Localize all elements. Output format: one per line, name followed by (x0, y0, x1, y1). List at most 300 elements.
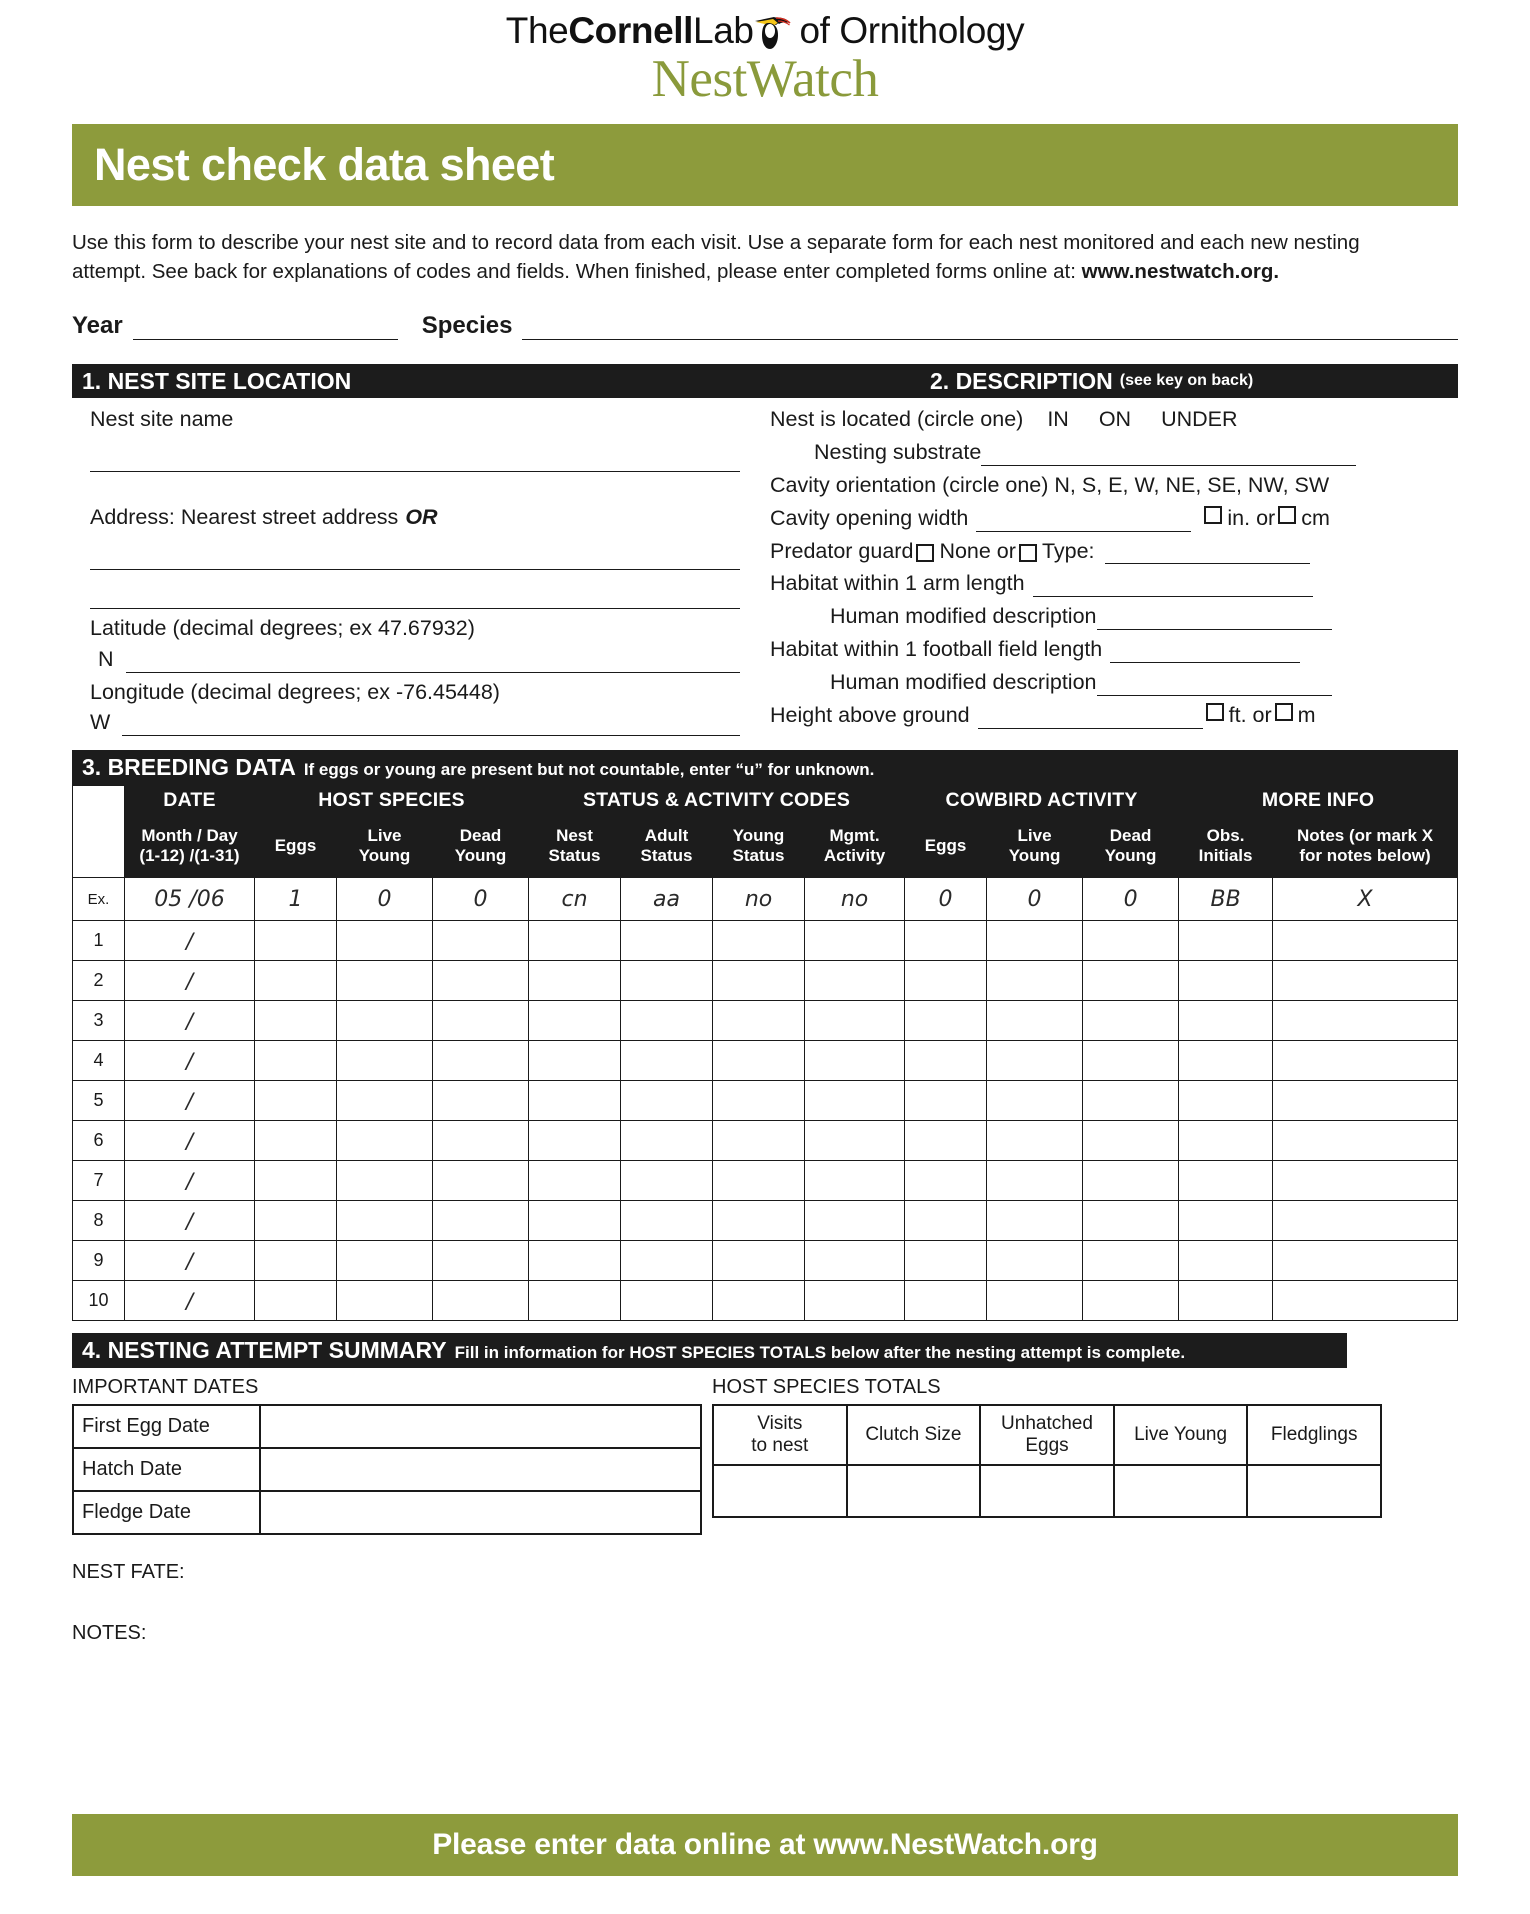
subheader-date (125, 815, 255, 878)
cell-young-status[interactable] (713, 961, 805, 1001)
example-date: 05 /06 (125, 878, 255, 921)
first-egg-date-label: First Egg Date (73, 1405, 260, 1448)
section2-note: (see key on back) (1119, 372, 1254, 390)
predator-guard-row (770, 538, 1458, 565)
cell-host-eggs[interactable] (255, 1121, 337, 1161)
page-title: Nest check data sheet (94, 138, 555, 190)
important-dates-block (72, 1376, 712, 1535)
cell-cowbird-dead-young[interactable] (1083, 1201, 1179, 1241)
subheader-notes-l1: Notes (or mark X (1297, 826, 1434, 846)
habitat-arm-label: Habitat within 1 arm length (770, 571, 1025, 596)
cell-young-status[interactable] (713, 1001, 805, 1041)
cell-cowbird-live-young[interactable] (987, 1041, 1083, 1081)
section3-note: If eggs or young are present but not countable, enter “u” for unknown. (303, 760, 875, 780)
cell-notes[interactable] (1273, 961, 1458, 1001)
cell-notes[interactable] (1273, 1281, 1458, 1321)
host-species-totals-block (712, 1376, 1458, 1535)
longitude-label: Longitude (decimal degrees; ex -76.45448) (90, 679, 500, 704)
group-header-more-info: MORE INFO (1179, 786, 1458, 815)
cell-adult-status[interactable] (621, 1121, 713, 1161)
address-row (90, 504, 740, 531)
host-totals-header-row (713, 1405, 1381, 1465)
cell-cowbird-eggs[interactable] (905, 1281, 987, 1321)
address-input-line2[interactable] (90, 582, 740, 609)
year-input[interactable] (133, 318, 398, 340)
cell-cowbird-eggs[interactable] (905, 1121, 987, 1161)
predator-guard-none-checkbox[interactable] (916, 544, 934, 562)
cell-host-eggs[interactable] (255, 1201, 337, 1241)
cell-cowbird-dead-young[interactable] (1083, 1041, 1179, 1081)
cell-cowbird-eggs[interactable] (905, 1001, 987, 1041)
nest-fate-label[interactable]: NEST FATE: (72, 1561, 185, 1584)
cell-host-dead-young[interactable] (433, 1241, 529, 1281)
cavity-unit-in-checkbox[interactable] (1204, 506, 1222, 524)
subheader-notes (1273, 815, 1458, 878)
cell-date[interactable]: / (125, 1121, 255, 1161)
summary-body (72, 1376, 1458, 1535)
subheader-obs-l1: Obs. (1206, 826, 1245, 846)
table-row[interactable] (73, 1041, 1458, 1081)
cell-adult-status[interactable] (621, 1081, 713, 1121)
cell-young-status[interactable] (713, 1281, 805, 1321)
logo-wordmark (0, 12, 1530, 51)
cell-young-status[interactable] (713, 1201, 805, 1241)
cell-nest-status[interactable] (529, 1241, 621, 1281)
cell-host-eggs[interactable] (255, 961, 337, 1001)
totals-header-visits-l2: to nest (751, 1435, 809, 1457)
cell-adult-status[interactable] (621, 1281, 713, 1321)
cell-host-live-young[interactable] (337, 1161, 433, 1201)
cell-host-eggs[interactable] (255, 1161, 337, 1201)
totals-header-live-young: Live Young (1114, 1405, 1248, 1465)
totals-fledglings-input[interactable] (1247, 1465, 1381, 1517)
nest-fate-notes-block (72, 1561, 1458, 1645)
cell-nest-status[interactable] (529, 1001, 621, 1041)
totals-header-visits-l1: Visits (757, 1412, 803, 1434)
subheader-obs-l2: Initials (1198, 846, 1253, 866)
human-modified-1-input[interactable] (1097, 608, 1332, 630)
cell-nest-status[interactable] (529, 1041, 621, 1081)
example-cowbird-live-young: 0 (987, 878, 1083, 921)
subheader-obs-initials (1179, 815, 1273, 878)
group-header-date: DATE (125, 786, 255, 815)
predator-guard-type-label: Type: (1041, 538, 1095, 563)
table-row[interactable] (73, 1281, 1458, 1321)
species-input[interactable] (522, 318, 1458, 340)
nest-located-option-under[interactable]: UNDER (1161, 407, 1238, 432)
logo-of-ornithology: of Ornithology (789, 10, 1025, 51)
table-row[interactable] (73, 1081, 1458, 1121)
cell-date[interactable]: / (125, 1241, 255, 1281)
cell-host-eggs[interactable] (255, 921, 337, 961)
subheader-adult-status-l1: Adult (644, 826, 689, 846)
cell-adult-status[interactable] (621, 961, 713, 1001)
cell-young-status[interactable] (713, 1081, 805, 1121)
habitat-field-input[interactable] (1110, 641, 1300, 663)
latitude-label: Latitude (decimal degrees; ex 47.67932) (90, 615, 475, 640)
nesting-substrate-input[interactable] (981, 444, 1356, 466)
section2-title: 2. DESCRIPTION (930, 367, 1113, 394)
cavity-unit-in-label: in. or (1227, 505, 1276, 530)
human-modified-2-label: Human modified description (830, 670, 1097, 695)
cell-notes[interactable] (1273, 921, 1458, 961)
cell-cowbird-dead-young[interactable] (1083, 921, 1179, 961)
species-label: Species (421, 312, 513, 340)
nest-site-name-label: Nest site name (90, 407, 234, 432)
cell-cowbird-eggs[interactable] (905, 961, 987, 1001)
longitude-row (90, 709, 740, 736)
subheader-host-live-young-l2: Young (358, 846, 411, 866)
totals-unhatched-eggs-input[interactable] (980, 1465, 1114, 1517)
cell-host-live-young[interactable] (337, 1121, 433, 1161)
cell-cowbird-live-young[interactable] (987, 961, 1083, 1001)
subheader-nest-status-l2: Status (548, 846, 601, 866)
cell-nest-status[interactable] (529, 961, 621, 1001)
nest-located-option-in[interactable]: IN (1047, 407, 1069, 432)
cell-obs-initials[interactable] (1179, 961, 1273, 1001)
cell-nest-status[interactable] (529, 1121, 621, 1161)
host-totals-value-row[interactable] (713, 1465, 1381, 1517)
cell-host-dead-young[interactable] (433, 1081, 529, 1121)
totals-header-unhatched-eggs (980, 1405, 1114, 1465)
cell-notes[interactable] (1273, 1041, 1458, 1081)
subheader-mgmt-l2: Activity (823, 846, 886, 866)
example-host-live-young: 0 (337, 878, 433, 921)
cell-date[interactable]: / (125, 1081, 255, 1121)
address-or: OR (405, 504, 438, 529)
cell-young-status[interactable] (713, 1161, 805, 1201)
height-above-ground-row (770, 702, 1458, 729)
longitude-prefix: W (90, 710, 111, 735)
cell-obs-initials[interactable] (1179, 1161, 1273, 1201)
address-label: Address: Nearest street address (90, 504, 399, 529)
cell-cowbird-live-young[interactable] (987, 921, 1083, 961)
cavity-unit-cm-checkbox[interactable] (1278, 506, 1296, 524)
description-fields (758, 398, 1458, 736)
cell-host-dead-young[interactable] (433, 1121, 529, 1161)
totals-header-fledglings: Fledglings (1247, 1405, 1381, 1465)
cell-young-status[interactable] (713, 1241, 805, 1281)
cell-cowbird-live-young[interactable] (987, 1081, 1083, 1121)
cell-obs-initials[interactable] (1179, 1241, 1273, 1281)
cavity-width-label: Cavity opening width (770, 505, 969, 530)
totals-live-young-input[interactable] (1114, 1465, 1248, 1517)
nest-located-label: Nest is located (circle one) (770, 407, 1024, 432)
cell-mgmt-activity[interactable] (805, 1121, 905, 1161)
height-input[interactable] (978, 707, 1203, 729)
subheader-date-line1: Month / Day (141, 826, 238, 846)
habitat-field-row (770, 636, 1458, 663)
cavity-unit-cm-label: cm (1301, 505, 1330, 530)
cell-host-eggs[interactable] (255, 1001, 337, 1041)
totals-clutch-size-input[interactable] (847, 1465, 981, 1517)
cell-host-eggs[interactable] (255, 1041, 337, 1081)
cell-mgmt-activity[interactable] (805, 1081, 905, 1121)
logo-cornell: Cornell (568, 10, 694, 51)
cell-notes[interactable] (1273, 1001, 1458, 1041)
height-label: Height above ground (770, 702, 970, 727)
subheader-cowbird-live-l2: Young (1008, 846, 1061, 866)
section3-title: 3. BREEDING DATA (82, 754, 296, 781)
cell-host-live-young[interactable] (337, 1081, 433, 1121)
example-nest-status: cn (529, 878, 621, 921)
intro-url: www.nestwatch.org. (1081, 259, 1280, 283)
cell-obs-initials[interactable] (1179, 921, 1273, 961)
table-row[interactable] (73, 961, 1458, 1001)
cell-nest-status[interactable] (529, 1201, 621, 1241)
fledge-date-input[interactable] (260, 1491, 701, 1534)
subheader-host-dead-young (433, 815, 529, 878)
totals-header-unhatched-l2: Eggs (1025, 1435, 1069, 1457)
logo-the: The (505, 10, 569, 51)
table-row[interactable] (73, 1201, 1458, 1241)
cell-notes[interactable] (1273, 1161, 1458, 1201)
cell-mgmt-activity[interactable] (805, 1201, 905, 1241)
cell-cowbird-eggs[interactable] (905, 1041, 987, 1081)
cell-host-live-young[interactable] (337, 1241, 433, 1281)
cell-adult-status[interactable] (621, 1041, 713, 1081)
cell-mgmt-activity[interactable] (805, 1161, 905, 1201)
important-dates-row[interactable] (73, 1448, 701, 1491)
section-headers-row (72, 364, 1458, 398)
cell-cowbird-live-young[interactable] (987, 1001, 1083, 1041)
cell-cowbird-dead-young[interactable] (1083, 1241, 1179, 1281)
totals-header-unhatched-l1: Unhatched (1001, 1412, 1093, 1434)
latitude-input[interactable] (126, 651, 740, 673)
section2-header (758, 364, 1458, 398)
notes-label[interactable]: NOTES: (72, 1622, 147, 1645)
subheader-host-live-young (337, 815, 433, 878)
row-label: 1 (73, 921, 125, 961)
cell-host-dead-young[interactable] (433, 961, 529, 1001)
row-label: 6 (73, 1121, 125, 1161)
group-header-cowbird-activity: COWBIRD ACTIVITY (905, 786, 1179, 815)
cell-notes[interactable] (1273, 1241, 1458, 1281)
subheader-cowbird-dead-young (1083, 815, 1179, 878)
cell-adult-status[interactable] (621, 921, 713, 961)
height-unit-m-label: m (1297, 702, 1316, 727)
subheader-date-line2: (1-12) /(1-31) (139, 846, 240, 866)
address-input-line1[interactable] (90, 543, 740, 570)
nest-located-option-on[interactable]: ON (1098, 407, 1132, 432)
cell-cowbird-eggs[interactable] (905, 1241, 987, 1281)
cell-host-dead-young[interactable] (433, 1161, 529, 1201)
cell-date[interactable]: / (125, 1041, 255, 1081)
subheader-mgmt-activity (805, 815, 905, 878)
hatch-date-label: Hatch Date (73, 1448, 260, 1491)
cell-nest-status[interactable] (529, 921, 621, 961)
cell-nest-status[interactable] (529, 1081, 621, 1121)
nesting-attempt-summary-section (72, 1333, 1458, 1535)
important-dates-row[interactable] (73, 1405, 701, 1448)
cell-young-status[interactable] (713, 921, 805, 961)
cell-nest-status[interactable] (529, 1281, 621, 1321)
example-young-status: no (713, 878, 805, 921)
cell-host-live-young[interactable] (337, 1201, 433, 1241)
nest-site-name-input[interactable] (90, 445, 740, 472)
predator-guard-type-checkbox[interactable] (1019, 544, 1037, 562)
height-unit-ft-checkbox[interactable] (1206, 703, 1224, 721)
cell-host-live-young[interactable] (337, 961, 433, 1001)
cell-cowbird-live-young[interactable] (987, 1201, 1083, 1241)
subheader-nest-status (529, 815, 621, 878)
cell-mgmt-activity[interactable] (805, 1241, 905, 1281)
subheader-nest-status-l1: Nest (556, 826, 593, 846)
subheader-cowbird-dead-l1: Dead (1109, 826, 1152, 846)
cell-nest-status[interactable] (529, 1161, 621, 1201)
cell-host-dead-young[interactable] (433, 1281, 529, 1321)
nesting-substrate-label: Nesting substrate (814, 439, 982, 464)
first-egg-date-input[interactable] (260, 1405, 701, 1448)
cell-mgmt-activity[interactable] (805, 921, 905, 961)
cell-adult-status[interactable] (621, 1161, 713, 1201)
cell-cowbird-eggs[interactable] (905, 921, 987, 961)
cell-notes[interactable] (1273, 1201, 1458, 1241)
habitat-arm-input[interactable] (1033, 575, 1313, 597)
subheader-adult-status (621, 815, 713, 878)
predator-guard-label: Predator guard (770, 538, 914, 563)
cell-host-live-young[interactable] (337, 1041, 433, 1081)
subheader-cowbird-live-young (987, 815, 1083, 878)
row-label: 2 (73, 961, 125, 1001)
subheader-host-live-young-l1: Live (367, 826, 402, 846)
cell-host-dead-young[interactable] (433, 1041, 529, 1081)
cell-mgmt-activity[interactable] (805, 1281, 905, 1321)
subheader-young-status (713, 815, 805, 878)
cell-obs-initials[interactable] (1179, 1001, 1273, 1041)
hatch-date-input[interactable] (260, 1448, 701, 1491)
cell-date[interactable]: / (125, 1161, 255, 1201)
habitat-field-label: Habitat within 1 football field length (770, 637, 1103, 662)
row-label: 4 (73, 1041, 125, 1081)
cell-host-live-young[interactable] (337, 1281, 433, 1321)
important-dates-caption: IMPORTANT DATES (72, 1376, 259, 1399)
table-row[interactable] (73, 1241, 1458, 1281)
cell-date[interactable]: / (125, 921, 255, 961)
cell-date[interactable]: / (125, 961, 255, 1001)
totals-visits-input[interactable] (713, 1465, 847, 1517)
cell-host-dead-young[interactable] (433, 921, 529, 961)
row-label: 9 (73, 1241, 125, 1281)
important-dates-table (72, 1404, 702, 1535)
cell-young-status[interactable] (713, 1041, 805, 1081)
cell-host-eggs[interactable] (255, 1081, 337, 1121)
cavity-orientation-label: Cavity orientation (circle one) N, S, E, W, NE, SE, NW, SW (770, 472, 1330, 497)
longitude-input[interactable] (122, 714, 740, 736)
table-row[interactable] (73, 1161, 1458, 1201)
row-label: 7 (73, 1161, 125, 1201)
cell-cowbird-dead-young[interactable] (1083, 1281, 1179, 1321)
cell-cowbird-dead-young[interactable] (1083, 1161, 1179, 1201)
cell-cowbird-eggs[interactable] (905, 1201, 987, 1241)
footer-bar (72, 1814, 1458, 1876)
example-notes: X (1273, 878, 1458, 921)
important-dates-row[interactable] (73, 1491, 701, 1534)
cell-cowbird-eggs[interactable] (905, 1081, 987, 1121)
cell-cowbird-dead-young[interactable] (1083, 961, 1179, 1001)
human-modified-2-row (770, 669, 1458, 696)
group-header-host-species: HOST SPECIES (255, 786, 529, 815)
cell-host-eggs[interactable] (255, 1281, 337, 1321)
cell-mgmt-activity[interactable] (805, 1001, 905, 1041)
section3-header (72, 750, 1458, 785)
footer-text: Please enter data online at www.NestWatch.org (432, 1828, 1098, 1861)
year-species-row (72, 312, 1458, 340)
cell-host-dead-young[interactable] (433, 1001, 529, 1041)
host-species-totals-table (712, 1404, 1382, 1518)
cell-notes[interactable] (1273, 1081, 1458, 1121)
cell-obs-initials[interactable] (1179, 1281, 1273, 1321)
example-cowbird-dead-young: 0 (1083, 878, 1179, 921)
table-row[interactable] (73, 1001, 1458, 1041)
fledge-date-label: Fledge Date (73, 1491, 260, 1534)
height-unit-m-checkbox[interactable] (1275, 703, 1293, 721)
cell-obs-initials[interactable] (1179, 1041, 1273, 1081)
cell-notes[interactable] (1273, 1121, 1458, 1161)
subheader-cowbird-dead-l2: Young (1104, 846, 1157, 866)
cell-host-live-young[interactable] (337, 921, 433, 961)
totals-header-clutch-size: Clutch Size (847, 1405, 981, 1465)
cell-mgmt-activity[interactable] (805, 961, 905, 1001)
cell-cowbird-live-young[interactable] (987, 1281, 1083, 1321)
human-modified-1-label: Human modified description (830, 604, 1097, 629)
cell-date[interactable]: / (125, 1281, 255, 1321)
row-label: 10 (73, 1281, 125, 1321)
predator-guard-none-label: None or (939, 538, 1016, 563)
cell-mgmt-activity[interactable] (805, 1041, 905, 1081)
page-title-bar (72, 124, 1458, 206)
table-row[interactable] (73, 921, 1458, 961)
table-row[interactable] (73, 1121, 1458, 1161)
cell-obs-initials[interactable] (1179, 1201, 1273, 1241)
subheader-host-dead-young-l1: Dead (459, 826, 502, 846)
breeding-data-section (72, 750, 1458, 1321)
cell-cowbird-live-young[interactable] (987, 1161, 1083, 1201)
row-label: 3 (73, 1001, 125, 1041)
human-modified-2-input[interactable] (1097, 674, 1332, 696)
cell-adult-status[interactable] (621, 1001, 713, 1041)
woodpecker-icon (752, 16, 792, 50)
cell-cowbird-live-young[interactable] (987, 1121, 1083, 1161)
subheader-young-status-l2: Status (732, 846, 785, 866)
cell-cowbird-eggs[interactable] (905, 1161, 987, 1201)
example-host-eggs: 1 (255, 878, 337, 921)
cell-cowbird-live-young[interactable] (987, 1241, 1083, 1281)
cavity-width-row (770, 505, 1458, 532)
cell-obs-initials[interactable] (1179, 1121, 1273, 1161)
cell-host-eggs[interactable] (255, 1241, 337, 1281)
subheader-cowbird-live-l1: Live (1017, 826, 1052, 846)
cell-obs-initials[interactable] (1179, 1081, 1273, 1121)
cell-cowbird-dead-young[interactable] (1083, 1001, 1179, 1041)
cell-cowbird-dead-young[interactable] (1083, 1121, 1179, 1161)
cell-adult-status[interactable] (621, 1201, 713, 1241)
group-header-status-activity: STATUS & ACTIVITY CODES (529, 786, 905, 815)
table-row-example (73, 878, 1458, 921)
cell-date[interactable]: / (125, 1201, 255, 1241)
subheader-mgmt-l1: Mgmt. (829, 826, 880, 846)
cell-young-status[interactable] (713, 1121, 805, 1161)
cavity-orientation-row[interactable] (770, 472, 1458, 499)
cell-host-dead-young[interactable] (433, 1201, 529, 1241)
cell-host-live-young[interactable] (337, 1001, 433, 1041)
human-modified-1-row (770, 603, 1458, 630)
cell-adult-status[interactable] (621, 1241, 713, 1281)
predator-guard-type-input[interactable] (1105, 542, 1310, 564)
cell-date[interactable]: / (125, 1001, 255, 1041)
cell-cowbird-dead-young[interactable] (1083, 1081, 1179, 1121)
cavity-width-input[interactable] (976, 510, 1191, 532)
